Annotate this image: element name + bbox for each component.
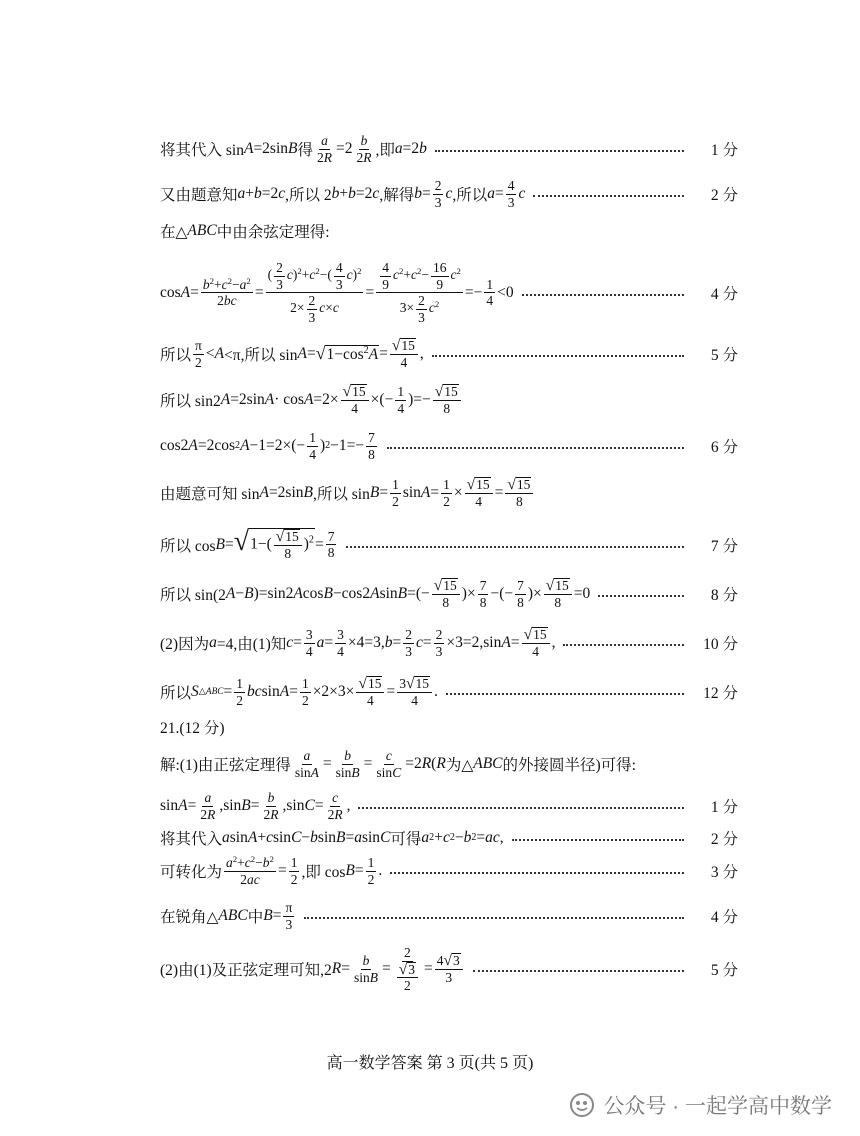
dot-leader	[473, 970, 684, 972]
score-mark: 8 分	[710, 587, 738, 605]
dot-leader	[387, 447, 684, 449]
math-expression: 可转化为 $\frac{a^2+c^2-b^2}{2ac}$ = $\frac{1}{2}$ ,即 cos B = $\frac{1}{2}$ .	[160, 853, 383, 887]
math-expression: 在锐角△ ABC 中 B = $\frac{\pi}{3}$	[160, 900, 293, 932]
solution-line-16	[160, 827, 738, 849]
solution-line-2	[160, 178, 738, 210]
dot-leader	[346, 546, 684, 548]
solution-line-9	[160, 528, 738, 561]
score-mark: 4 分	[710, 909, 738, 927]
score-mark: 12 分	[703, 685, 738, 703]
dot-leader	[522, 294, 684, 296]
solution-line-7	[160, 430, 738, 462]
solution-line-17	[160, 855, 738, 887]
solution-line-14	[160, 748, 738, 780]
solution-line-3	[160, 220, 738, 242]
score-mark: 1 分	[710, 142, 738, 160]
dot-leader	[304, 917, 684, 919]
watermark	[569, 1090, 832, 1120]
solution-line-1	[160, 133, 738, 165]
math-expression: 所以 sin(2 A − B )=sin2 A cos B −cos2 A sin B =(− √ 15 8 )× $\frac{7}{8}$ −(− $\frac{7}{8}$ )× √ 15 8 =0	[160, 577, 591, 610]
score-mark: 5 分	[710, 347, 738, 365]
dot-leader	[435, 150, 684, 152]
dot-leader	[446, 693, 684, 695]
page-footer: 高一数学答案 第 3 页(共 5 页)	[326, 1055, 534, 1072]
score-mark: 3 分	[710, 864, 738, 882]
dot-leader	[432, 355, 684, 357]
math-expression: 又由题意知 a + b =2 c ,所以 2 b + b =2 c ,解得 b = $\frac{2}{3}$ c ,所以 a = $\frac{4}{3}$ c	[160, 178, 526, 210]
dot-leader	[563, 644, 684, 646]
solution-line-5	[160, 338, 738, 370]
dot-leader	[390, 872, 684, 874]
solution-line-11	[160, 627, 738, 659]
watermark-text: 公众号 · 一起学高中数学	[603, 1095, 832, 1118]
math-expression: 所以 cos B = √ 1−( √ 15 8 )$^2$ = $\frac{7}{8}$	[160, 526, 335, 561]
math-expression: 解:(1)由正弦定理得 $\frac{a}{\sin A}$ = $\frac{b}{\sin B}$ = $\frac{c}{\sin C}$ =2 R ( R 为△ ABC 的外接圆半径)可得:	[160, 748, 636, 780]
dot-leader	[512, 839, 684, 841]
solution-line-19	[160, 945, 738, 994]
solution-line-15	[160, 790, 738, 822]
score-mark: 1 分	[710, 799, 738, 817]
score-mark: 2 分	[710, 187, 738, 205]
solution-line-6	[160, 384, 738, 416]
math-expression: 所以 $\frac{\pi}{2}$ < A <π,所以 sin A = √ $1-\cos^2A$ = √ 15 4 ,	[160, 337, 424, 370]
wechat-official-account-icon	[569, 1092, 595, 1118]
math-expression: (2)因为 a =4,由(1)知 c = $\frac{3}{4}$ a = $\frac{3}{4}$ ×4=3, b = $\frac{2}{3}$ c = $\frac{2}{3}$ ×3=2,sin A = √ 15 4 ,	[160, 626, 556, 659]
dot-leader	[598, 595, 684, 597]
score-mark: 6 分	[710, 439, 738, 457]
solution-line-8	[160, 477, 738, 509]
math-expression: 所以 sin2 A =2sin A · cos A =2× √ 15 4 ×(− $\frac{1}{4}$ )=− √ 15 8	[160, 384, 463, 416]
solution-line-10	[160, 578, 738, 610]
score-mark: 5 分	[710, 962, 738, 980]
dot-leader	[358, 807, 684, 809]
score-mark: 2 分	[710, 831, 738, 848]
math-expression: 将其代入 sin A =2sin B 得 $\frac{a}{2R}$ =2 $\frac{b}{2R}$ ,即 a =2 b	[160, 133, 427, 165]
question-number: 21.(12 分)	[160, 720, 225, 737]
score-mark: 4 分	[710, 285, 738, 303]
dot-leader	[533, 195, 684, 197]
math-expression: cos2 A =2cos 2 A −1=2×(− $\frac{1}{4}$ ) 2 −1=− $\frac{7}{8}$	[160, 430, 375, 462]
math-expression: 所以 S △ABC = $\frac{1}{2}$ bc sin A = $\frac{1}{2}$ ×2×3× √ 15 4 = 3 √ 15 4 .	[160, 675, 438, 708]
math-expression: 将其代入 a sin A + c sin C − b sin B = a sin C 可得 a 2 + c 2 − b 2 = ac ,	[160, 829, 504, 848]
math-expression: cos A = $\frac{b^2+c^2-a^2}{2bc}$ = ( $\frac{2}{3}$ $c)^2+c^2-$( $\frac{4}{3}$ c)$^2$ 2× $\frac{2}{3}$ c×c = $\frac{4}{9}$ $c^2+c^2-$ $\frac{16}{9}$ $c^2$ 3× $\frac{2}{3}$ $c^2$ =− $\frac{1}{4}$ <0	[160, 260, 514, 325]
score-mark: 7 分	[710, 537, 738, 555]
math-expression: 在△ ABC 中由余弦定理得:	[160, 222, 330, 241]
solution-line-18	[160, 900, 738, 932]
math-expression: (2)由(1)及正弦定理可知,2 R = $\frac{b}{\sin B}$ = 2 √ 3 2 = 4 √ 3 3	[160, 945, 465, 994]
score-mark: 10 分	[703, 636, 738, 654]
solution-line-4	[160, 260, 738, 325]
math-expression: 由题意可知 sin A =2sin B ,所以 sin B = $\frac{1}{2}$ sin A = $\frac{1}{2}$ × √ 15 4 = √ 15 8	[160, 477, 535, 509]
solution-line-12	[160, 676, 738, 708]
math-expression: sin A = $\frac{a}{2R}$ ,sin B = $\frac{b}{2R}$ ,sin C = $\frac{c}{2R}$ ,	[160, 790, 351, 822]
